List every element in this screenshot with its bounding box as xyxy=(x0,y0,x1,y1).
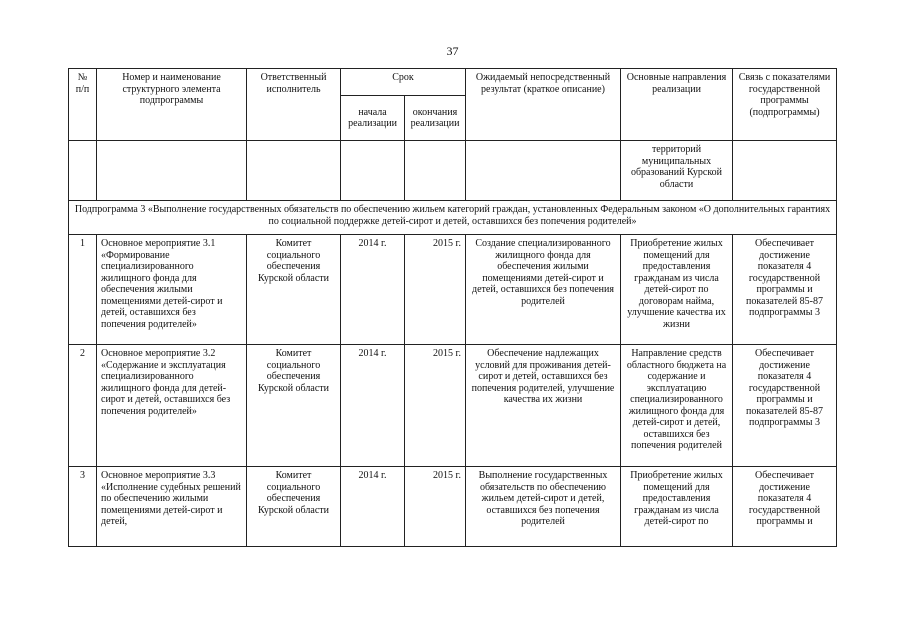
subprogram-title: Подпрограмма 3 «Выполнение государственных обязательств по обеспечению жильем категорий граждан, установленных Федеральным законом «О дополнительных гарантиях по социальной поддержке детей-сирот и детей, оставшихся без попечения родителей» xyxy=(69,201,837,235)
cont-link xyxy=(733,141,837,201)
row-link: Обеспечивает достижение показателя 4 государственной программы и показателей 85-87 подпрограммы 3 xyxy=(733,345,837,467)
row-directions: Приобретение жилых помещений для предоставления гражданам из числа детей-сирот по договорам найма, улучшение качества их жизни xyxy=(621,235,733,345)
continuation-row xyxy=(69,141,837,201)
table-row xyxy=(69,467,837,547)
row-num: 2 xyxy=(69,345,97,467)
row-executor: Комитет социального обеспечения Курской области xyxy=(247,467,341,547)
cont-executor xyxy=(247,141,341,201)
row-link: Обеспечивает достижение показателя 4 государственной программы и xyxy=(733,467,837,547)
cont-directions: территорий муниципальных образований Курской области xyxy=(621,141,733,201)
row-result: Выполнение государственных обязательств по обеспечению жильем детей-сирот и детей, оставшихся без попечения родителей xyxy=(466,467,621,547)
header-directions: Основные направления реализации xyxy=(621,69,733,141)
row-name: Основное мероприятие 3.1 «Формирование специализированного жилищного фонда для обеспечения жилыми помещениями детей-сирот и детей, оставшихся без попечения родителей» xyxy=(97,235,247,345)
header-row xyxy=(69,69,837,96)
cont-end xyxy=(405,141,466,201)
row-end: 2015 г. xyxy=(405,467,466,547)
header-term-end: окончания реализации xyxy=(405,96,466,141)
header-term-start: начала реализации xyxy=(341,96,405,141)
row-num: 1 xyxy=(69,235,97,345)
header-link: Связь с показателями государственной программы (подпрограммы) xyxy=(733,69,837,141)
cont-start xyxy=(341,141,405,201)
subprogram-row xyxy=(69,201,837,235)
row-start: 2014 г. xyxy=(341,467,405,547)
row-result: Обеспечение надлежащих условий для проживания детей-сирот и детей, оставшихся без попечения родителей, улучшение качества их жизни xyxy=(466,345,621,467)
cont-result xyxy=(466,141,621,201)
program-activities-table xyxy=(68,68,837,547)
header-name: Номер и наименование структурного элемента подпрограммы xyxy=(97,69,247,141)
row-end: 2015 г. xyxy=(405,345,466,467)
row-result: Создание специализированного жилищного фонда для обеспечения жилыми помещениями детей-сирот и детей, оставшихся без попечения родителей xyxy=(466,235,621,345)
row-name: Основное мероприятие 3.2 «Содержание и эксплуатация специализированного жилищного фонда для детей-сирот и детей, оставшихся без попечения родителей» xyxy=(97,345,247,467)
page-number: 37 xyxy=(446,44,459,58)
header-executor: Ответственный исполнитель xyxy=(247,69,341,141)
table-row xyxy=(69,235,837,345)
row-directions: Приобретение жилых помещений для предоставления гражданам из числа детей-сирот по xyxy=(621,467,733,547)
row-link: Обеспечивает достижение показателя 4 государственной программы и показателей 85-87 подпрограммы 3 xyxy=(733,235,837,345)
row-executor: Комитет социального обеспечения Курской области xyxy=(247,235,341,345)
header-num: № п/п xyxy=(69,69,97,141)
row-directions: Направление средств областного бюджета на содержание и эксплуатацию специализированного жилищного фонда для детей-сирот и детей, оставшихся без попечения родителей xyxy=(621,345,733,467)
cont-name xyxy=(97,141,247,201)
header-term: Срок xyxy=(341,69,466,96)
row-executor: Комитет социального обеспечения Курской области xyxy=(247,345,341,467)
row-start: 2014 г. xyxy=(341,235,405,345)
cont-num xyxy=(69,141,97,201)
row-num: 3 xyxy=(69,467,97,547)
row-start: 2014 г. xyxy=(341,345,405,467)
header-result: Ожидаемый непосредственный результат (краткое описание) xyxy=(466,69,621,141)
table-row xyxy=(69,345,837,467)
row-end: 2015 г. xyxy=(405,235,466,345)
row-name: Основное мероприятие 3.3 «Исполнение судебных решений по обеспечению жилыми помещениями детей-сирот и детей, xyxy=(97,467,247,547)
